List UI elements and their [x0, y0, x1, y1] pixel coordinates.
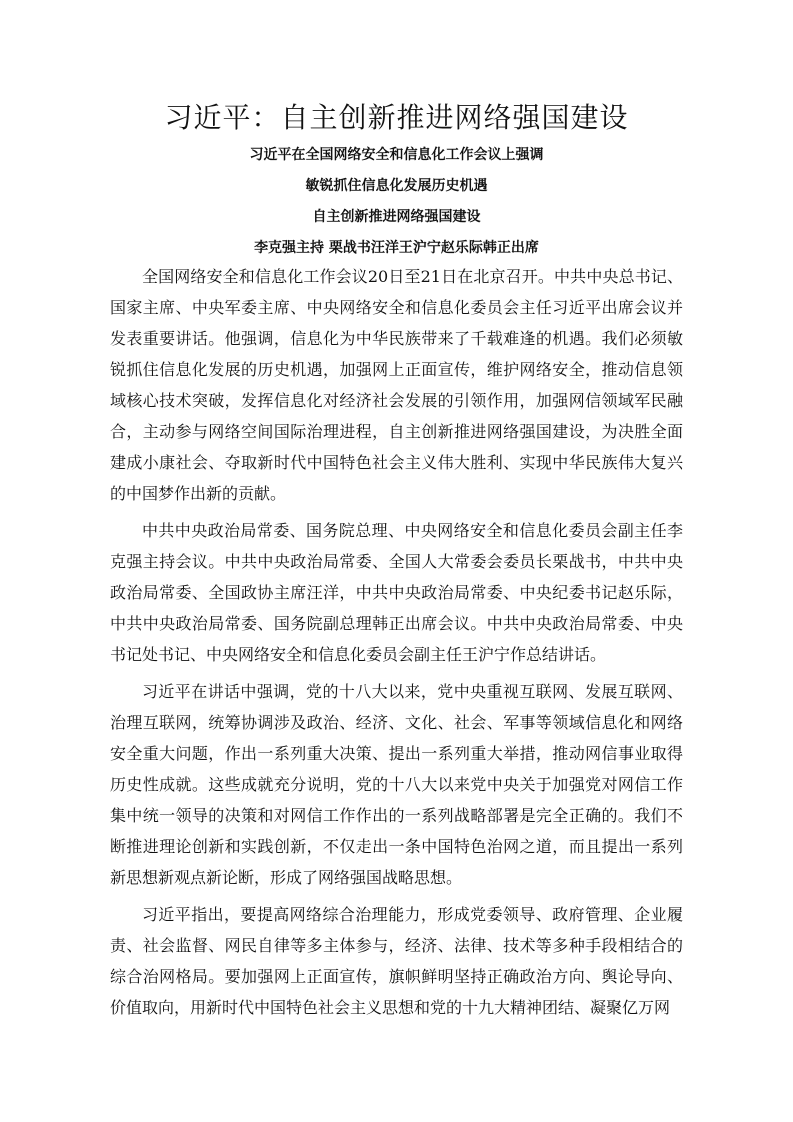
subtitle-line-3: 自主创新推进网络强国建设	[312, 209, 481, 225]
document-title: 习近平：自主创新推进网络强国建设	[164, 101, 629, 134]
subtitle-line-4: 李克强主持 栗战书汪洋王沪宁赵乐际韩正出席	[254, 240, 539, 256]
subtitle-line-1: 习近平在全国网络安全和信息化工作会议上强调	[249, 147, 544, 163]
subtitle-line-2: 敏锐抓住信息化发展历史机遇	[305, 178, 488, 194]
body-paragraph-2: 中共中央政治局常委、国务院总理、中央网络安全和信息化委员会副主任李克强主持会议。中共中央政治局常委、全国人大常委会委员长栗战书，中共中央政治局常委、全国政协主席汪洋，中共中央政治局常委、中央纪委书记赵乐际，中共中央政治局常委、国务院副总理韩正出席会议。中共中央政治局常委、中央书记处书记、中央网络安全和信息化委员会副主任王沪宁作总结讲话。	[110, 521, 683, 664]
body-paragraph-4: 习近平指出，要提高网络综合治理能力，形成党委领导、政府管理、企业履责、社会监督、网民自律等多主体参与，经济、法律、技术等多种手段相结合的综合治网格局。要加强网上正面宣传，旗帜鲜明坚持正确政治方向、舆论导向、价值取向，用新时代中国特色社会主义思想和党的十九大精神团结、凝聚亿万网	[110, 905, 683, 1017]
body-paragraph-3: 习近平在讲话中强调，党的十八大以来，党中央重视互联网、发展互联网、治理互联网，统筹协调涉及政治、经济、文化、社会、军事等领域信息化和网络安全重大问题，作出一系列重大决策、提出一系列重大举措，推动网信事业取得历史性成就。这些成就充分说明，党的十八大以来党中央关于加强党对网信工作集中统一领导的决策和对网信工作作出的一系列战略部署是完全正确的。我们不断推进理论创新和实践创新，不仅走出一条中国特色治网之道，而且提出一系列新思想新观点新论断，形成了网络强国战略思想。	[110, 682, 683, 887]
body-paragraph-1: 全国网络安全和信息化工作会议20日至21日在北京召开。中共中央总书记、国家主席、中央军委主席、中央网络安全和信息化委员会主任习近平出席会议并发表重要讲话。他强调，信息化为中华民族带来了千载难逢的机遇。我们必须敏锐抓住信息化发展的历史机遇，加强网上正面宣传，维护网络安全，推动信息领域核心技术突破，发挥信息化对经济社会发展的引领作用，加强网信领域军民融合，主动参与网络空间国际治理进程，自主创新推进网络强国建设，为决胜全面建成小康社会、夺取新时代中国特色社会主义伟大胜利、实现中华民族伟大复兴的中国梦作出新的贡献。	[110, 267, 683, 503]
